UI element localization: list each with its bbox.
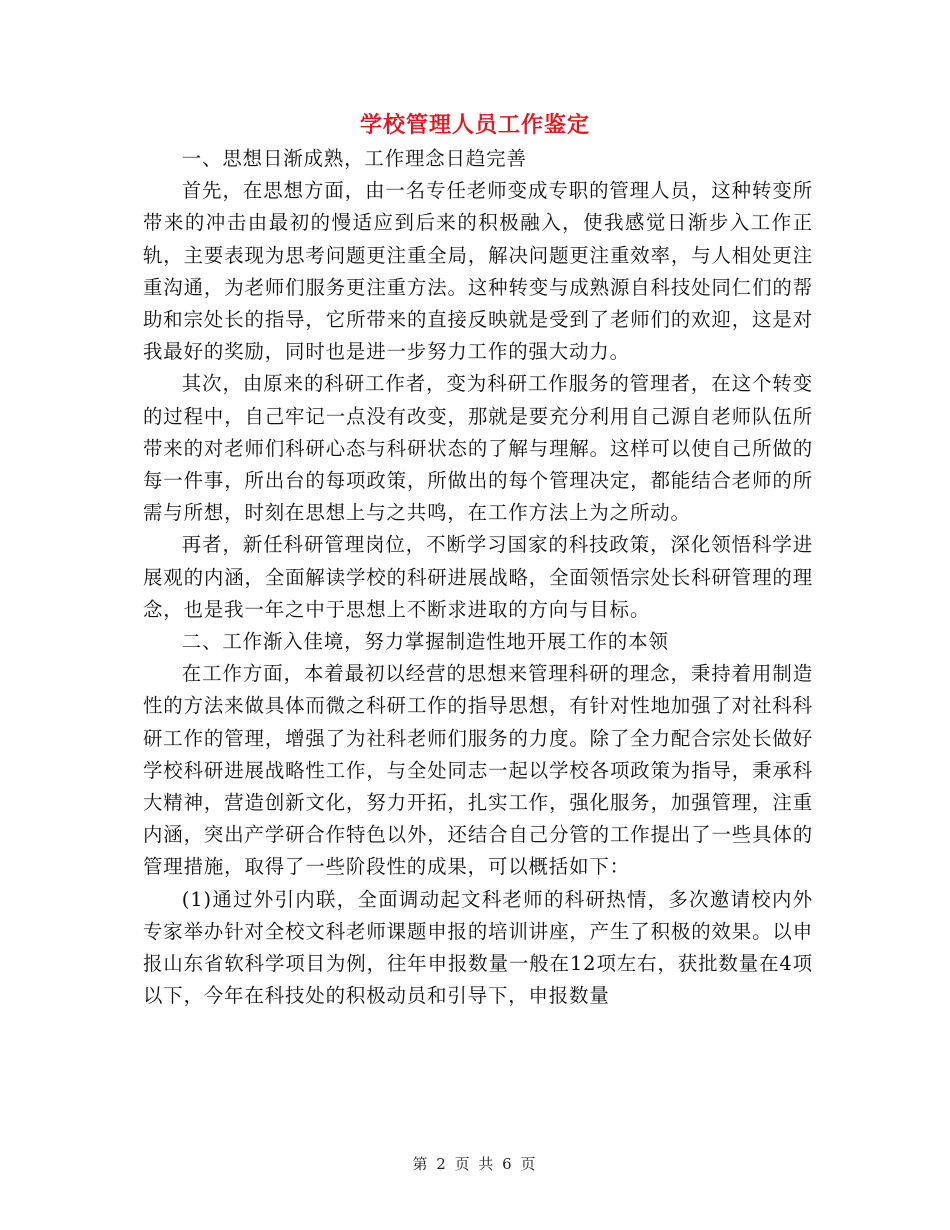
paragraph-1: 首先，在思想方面，由一名专任老师变成专职的管理人员，这种转变所带来的冲击由最初的慢适应到后来的积极融入，使我感觉日渐步入工作正轨，主要表现为思考问题更注重全局，解决问题更注重效率，与人相处更注重沟通，为老师们服务更注重方法。这种转变与成熟源自科技处同仁们的帮助和宗处长的指导，它所带来的直接反映就是受到了老师们的欢迎，这是对我最好的奖励，同时也是进一步努力工作的强大动力。 [143, 179, 813, 364]
section-heading-2: 二、工作渐入佳境，努力掌握制造性地开展工作的本领 [181, 630, 669, 654]
document-title: 学校管理人员工作鉴定 [359, 112, 590, 138]
document-body [143, 143, 813, 1012]
section-heading-1: 一、思想日渐成熟，工作理念日趋完善 [181, 147, 527, 170]
paragraph-4: 在工作方面，本着最初以经营的思想来管理科研的理念，秉持着用制造性的方法来做具体而微之科研工作的指导思想，有针对性地加强了对社科科研工作的管理，增强了为社科老师们服务的力度。除了全力配合宗处长做好学校科研进展战略性工作，与全处同志一起以学校各项政策为指导，秉承科大精神，营造创新文化，努力开拓，扎实工作，强化服务，加强管理，注重内涵，突出产学研合作特色以外，还结合自己分管的工作提出了一些具体的管理措施，取得了一些阶段性的成果，可以概括如下： [143, 662, 813, 879]
paragraph-3: 再者，新任科研管理岗位，不断学习国家的科技政策，深化领悟科学进展观的内涵，全面解读学校的科研进展战略，全面领悟宗处长科研管理的理念，也是我一年之中于思想上不断求进取的方向与目标。 [143, 533, 813, 621]
paragraph-2: 其次，由原来的科研工作者，变为科研工作服务的管理者，在这个转变的过程中，自己牢记一点没有改变，那就是要充分利用自己源自老师队伍所带来的对老师们科研心态与科研状态的了解与理解。这样可以使自己所做的每一件事，所出台的每项政策，所做出的每个管理决定，都能结合老师的所需与所想，时刻在思想上与之共鸣，在工作方法上为之所动。 [143, 372, 813, 525]
page-footer: 第 2 页 共 6 页 [412, 1155, 538, 1173]
paragraph-5: (1)通过外引内联，全面调动起文科老师的科研热情，多次邀请校内外专家举办针对全校文科老师课题申报的培训讲座，产生了积极的效果。以申报山东省软科学项目为例，往年申报数量一般在12项左右，获批数量在4项以下，今年在科技处的积极动员和引导下，申报数量 [143, 887, 813, 1008]
